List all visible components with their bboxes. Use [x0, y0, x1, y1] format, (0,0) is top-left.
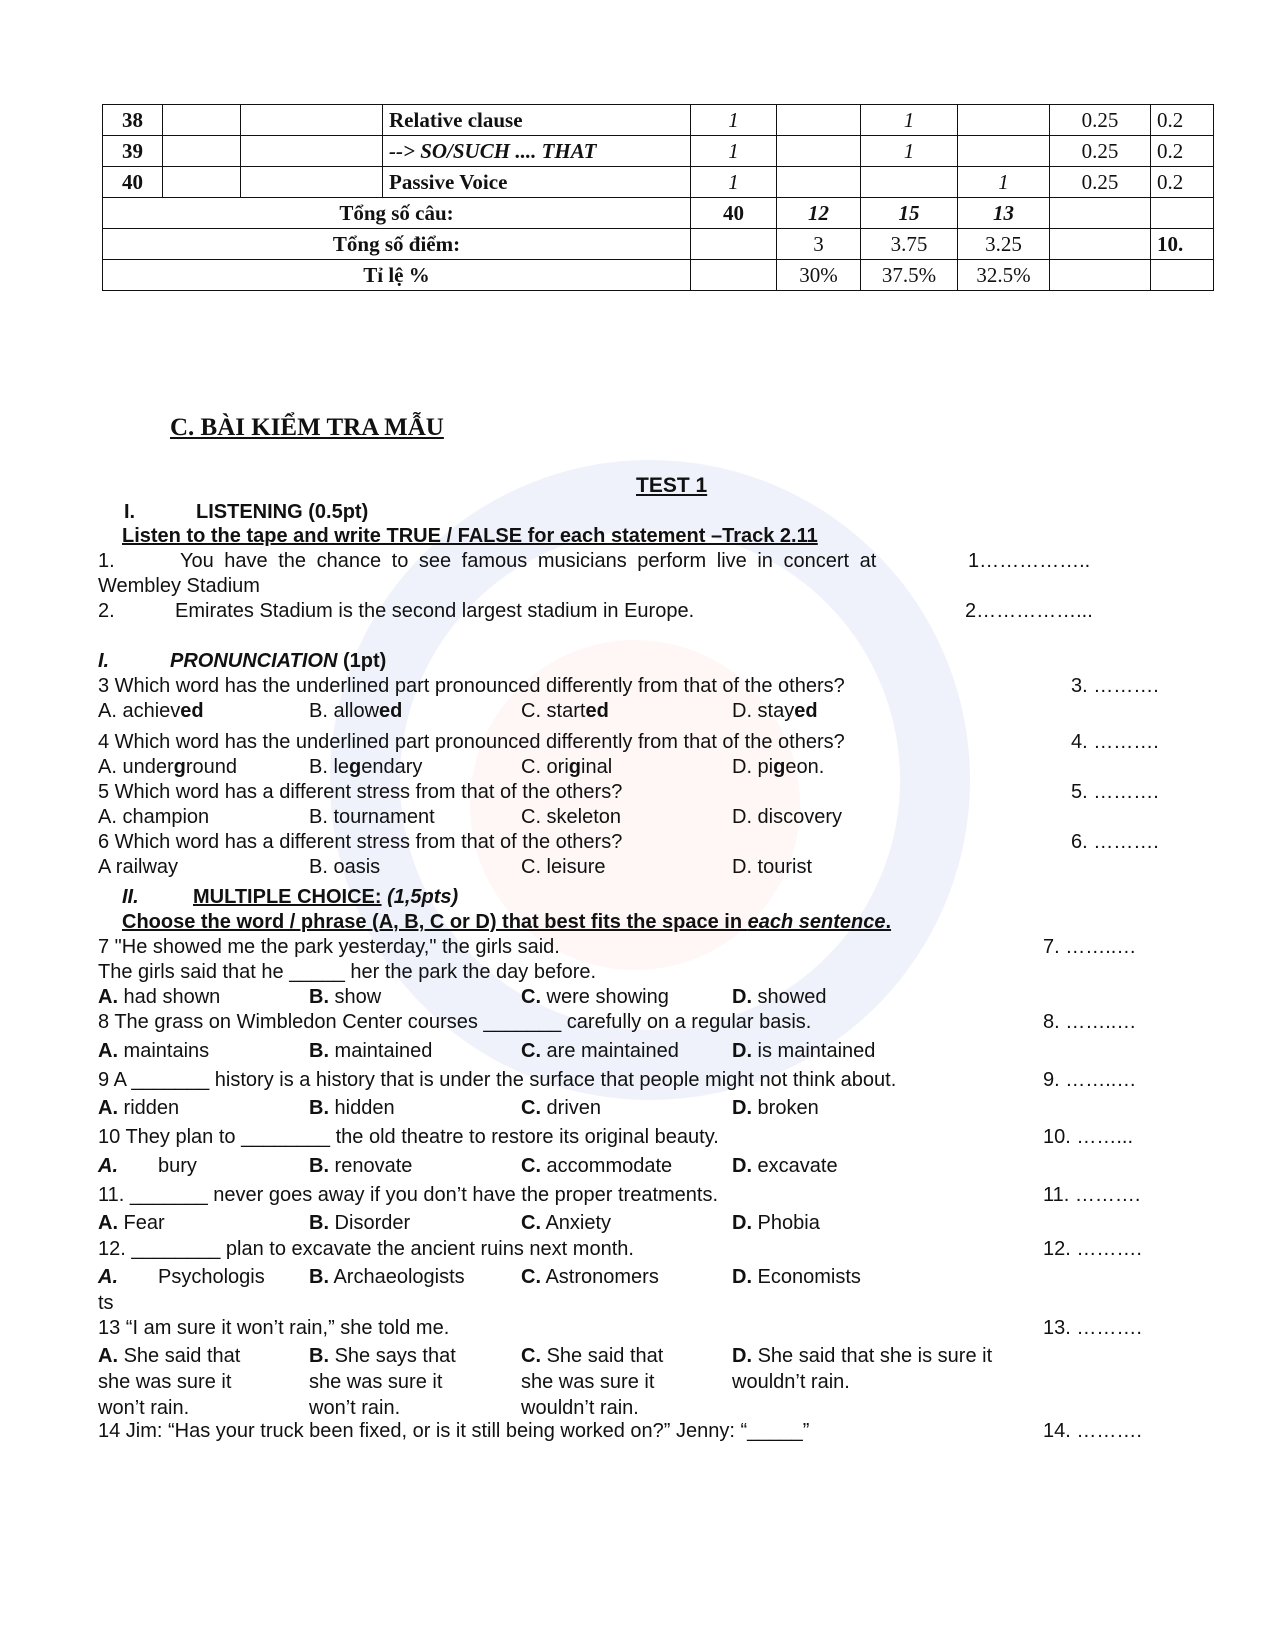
level-cell [958, 105, 1050, 136]
q1-number: 1. [98, 550, 115, 572]
q12-text: 12. ________ plan to excavate the ancient ruins next month. [98, 1238, 634, 1260]
level-cell: 1 [691, 105, 777, 136]
option-d[interactable]: D. She said that she is sure it wouldn’t rain. [732, 1345, 993, 1393]
summary-value-cell: 15 [861, 198, 958, 229]
level-cell: 1 [861, 105, 958, 136]
question-number-cell: 39 [103, 136, 163, 167]
option-b[interactable]: B. allowed [309, 700, 403, 722]
table-row [103, 167, 1214, 198]
level-cell: 1 [691, 167, 777, 198]
option-a[interactable]: A. Fear [98, 1212, 165, 1234]
pronunciation-question-5: 5 Which word has a different stress from that of the others? [98, 781, 623, 803]
pronunciation-question-6: 6 Which word has a different stress from that of the others? [98, 831, 623, 853]
summary-total-cell [691, 260, 777, 291]
empty-cell [163, 105, 241, 136]
q9-text: 9 A _______ history is a history that is under the surface that people might not think about. [98, 1069, 897, 1091]
empty-cell [1050, 260, 1151, 291]
section-title: C. BÀI KIỂM TRA MẪU [170, 414, 444, 441]
q2-number: 2. [98, 600, 115, 622]
option-d[interactable]: D. broken [732, 1097, 819, 1119]
option-a[interactable]: A. achieved [98, 700, 204, 722]
option-b[interactable]: B. tournament [309, 806, 435, 828]
option-c[interactable]: C. She said that she was sure it wouldn’t rain. [521, 1345, 664, 1419]
pronunciation-answer-blank[interactable]: 3. ………. [1071, 675, 1159, 697]
option-a[interactable]: A. She said that she was sure it won’t rain. [98, 1345, 241, 1419]
total-cell: 0.2 [1151, 167, 1214, 198]
empty-cell [1050, 198, 1151, 229]
option-b[interactable]: B. hidden [309, 1097, 395, 1119]
pronunciation-title: PRONUNCIATION [170, 650, 338, 672]
option-b[interactable]: B. legendary [309, 756, 423, 778]
q10-answer-blank[interactable]: 10. ……... [1043, 1126, 1134, 1148]
level-cell [777, 105, 861, 136]
option-c[interactable]: C. started [521, 700, 609, 722]
option-d[interactable]: D. stayed [732, 700, 818, 722]
q13-text: 13 “I am sure it won’t rain,” she told me. [98, 1317, 450, 1339]
mc-instruction [122, 909, 891, 935]
summary-grand-total-cell [1151, 198, 1214, 229]
summary-total-cell: 40 [691, 198, 777, 229]
listening-heading: LISTENING (0.5pt) [196, 501, 369, 523]
summary-label-cell: Tổng số điểm: [103, 229, 691, 260]
mc-heading [193, 884, 458, 910]
q13-answer-blank[interactable]: 13. ………. [1043, 1317, 1142, 1339]
option-b[interactable]: B. Archaeologists [309, 1266, 465, 1288]
test-title: TEST 1 [636, 474, 708, 497]
level-cell [958, 136, 1050, 167]
content-cell: --> SO/SUCH .... THAT [383, 136, 691, 167]
empty-cell [241, 105, 383, 136]
listening-num: I. [124, 501, 136, 523]
option-b[interactable]: B. She says that she was sure it won’t rain. [309, 1345, 456, 1419]
summary-row [103, 198, 1214, 229]
pronunciation-points: (1pt) [342, 650, 387, 672]
q7-text-continued: The girls said that he _____ her the park the day before. [98, 961, 597, 983]
q7-answer-blank[interactable]: 7. ……..… [1043, 936, 1137, 958]
summary-grand-total-cell: 10. [1151, 229, 1214, 260]
score-cell: 0.25 [1050, 167, 1151, 198]
q14-answer-blank[interactable]: 14. ………. [1043, 1420, 1142, 1442]
option-a[interactable]: A. underground [98, 756, 237, 778]
q10-text: 10 They plan to ________ the old theatre to restore its original beauty. [98, 1126, 719, 1148]
q2-text: Emirates Stadium is the second largest stadium in Europe. [175, 600, 695, 622]
option-a[interactable]: A. Psychologis [98, 1266, 265, 1288]
mc-num: II. [122, 886, 139, 908]
summary-grand-total-cell [1151, 260, 1214, 291]
option-d[interactable]: D. is maintained [732, 1040, 876, 1062]
mc-instruction-text: Choose the word / phrase (A, B, C or D) that best fits the space in [122, 911, 748, 933]
summary-value-cell: 3.25 [958, 229, 1050, 260]
summary-value-cell: 30% [777, 260, 861, 291]
listening-instruction: Listen to the tape and write TRUE / FALSE for each statement –Track 2.11 [122, 525, 818, 547]
option-a[interactable]: A. bury [98, 1155, 197, 1177]
content-cell: Passive Voice [383, 167, 691, 198]
question-number-cell: 40 [103, 167, 163, 198]
option-a[interactable]: A. had shown [98, 986, 221, 1008]
summary-value-cell: 12 [777, 198, 861, 229]
score-cell: 0.25 [1050, 105, 1151, 136]
option-a[interactable]: A. ridden [98, 1097, 180, 1119]
summary-total-cell [691, 229, 777, 260]
option-c[interactable]: C. Anxiety [521, 1212, 612, 1234]
summary-value-cell: 3 [777, 229, 861, 260]
empty-cell [163, 167, 241, 198]
total-cell: 0.2 [1151, 136, 1214, 167]
summary-value-cell: 32.5% [958, 260, 1050, 291]
option-a[interactable]: A railway [98, 856, 179, 878]
option-c[interactable]: C. driven [521, 1097, 602, 1119]
level-cell: 1 [691, 136, 777, 167]
option-c[interactable]: C. are maintained [521, 1040, 679, 1062]
q7-text: 7 "He showed me the park yesterday," the girls said. [98, 936, 560, 958]
option-c[interactable]: C. Astronomers [521, 1266, 659, 1288]
pronunciation-question-4: 4 Which word has the underlined part pronounced differently from that of the others? [98, 731, 845, 753]
level-cell: 1 [861, 136, 958, 167]
q8-answer-blank[interactable]: 8. ……..… [1043, 1011, 1137, 1033]
q12-option-a-wrap: ts [98, 1292, 114, 1314]
q12-answer-blank[interactable]: 12. ………. [1043, 1238, 1142, 1260]
summary-row [103, 260, 1214, 291]
mc-points: (1,5pts) [387, 886, 459, 908]
q11-answer-blank[interactable]: 11. ………. [1043, 1184, 1141, 1206]
table-row [103, 136, 1214, 167]
option-d[interactable]: D. excavate [732, 1155, 838, 1177]
score-cell: 0.25 [1050, 136, 1151, 167]
level-cell [861, 167, 958, 198]
empty-cell [241, 136, 383, 167]
empty-cell [163, 136, 241, 167]
option-c[interactable]: C. skeleton [521, 806, 622, 828]
option-d[interactable]: D. discovery [732, 806, 843, 828]
pronunciation-num: I. [98, 650, 110, 672]
empty-cell [1050, 229, 1151, 260]
summary-row [103, 229, 1214, 260]
q1-text-continued: Wembley Stadium [98, 575, 260, 597]
pronunciation-answer-blank[interactable]: 5. ………. [1071, 781, 1159, 803]
option-a[interactable]: A. maintains [98, 1040, 210, 1062]
option-a[interactable]: A. champion [98, 806, 210, 828]
question-number-cell: 38 [103, 105, 163, 136]
pronunciation-question-3: 3 Which word has the underlined part pronounced differently from that of the others? [98, 675, 845, 697]
option-c[interactable]: C. leisure [521, 856, 606, 878]
q11-text: 11. _______ never goes away if you don’t have the proper treatments. [98, 1184, 719, 1206]
option-c[interactable]: C. original [521, 756, 613, 778]
empty-cell [241, 167, 383, 198]
q9-answer-blank[interactable]: 9. ……..… [1043, 1069, 1137, 1091]
option-b[interactable]: B. renovate [309, 1155, 413, 1177]
option-d[interactable]: D. pigeon. [732, 756, 825, 778]
level-cell [777, 167, 861, 198]
table-row [103, 105, 1214, 136]
content-cell: Relative clause [383, 105, 691, 136]
q14-text: 14 Jim: “Has your truck been fixed, or is it still being worked on?” Jenny: “_____” [98, 1420, 810, 1442]
option-b[interactable]: B. maintained [309, 1040, 433, 1062]
option-d[interactable]: D. Phobia [732, 1212, 820, 1234]
summary-label-cell: Tổng số câu: [103, 198, 691, 229]
option-c[interactable]: C. accommodate [521, 1155, 673, 1177]
option-b[interactable]: B. oasis [309, 856, 381, 878]
pronunciation-heading [170, 648, 386, 674]
q2-answer-blank[interactable]: 2……………... [965, 600, 1093, 622]
option-b[interactable]: B. show [309, 986, 382, 1008]
total-cell: 0.2 [1151, 105, 1214, 136]
summary-value-cell: 37.5% [861, 260, 958, 291]
summary-value-cell: 3.75 [861, 229, 958, 260]
q1-answer-blank[interactable]: 1…………….. [968, 550, 1091, 572]
summary-value-cell: 13 [958, 198, 1050, 229]
option-d[interactable]: D. showed [732, 986, 827, 1008]
option-d[interactable]: D. Economists [732, 1266, 861, 1288]
pronunciation-answer-blank[interactable]: 6. ………. [1071, 831, 1159, 853]
pronunciation-answer-blank[interactable]: 4. ………. [1071, 731, 1159, 753]
mc-instruction-emphasis: each sentence [747, 911, 886, 933]
mc-title: MULTIPLE CHOICE: [193, 886, 382, 908]
summary-label-cell: Tỉ lệ % [103, 260, 691, 291]
option-c[interactable]: C. were showing [521, 986, 669, 1008]
option-b[interactable]: B. Disorder [309, 1212, 411, 1234]
mc-instruction-end: . [885, 911, 892, 933]
score-matrix-table [102, 104, 1214, 291]
level-cell [777, 136, 861, 167]
level-cell: 1 [958, 167, 1050, 198]
q8-text: 8 The grass on Wimbledon Center courses _______ carefully on a regular basis. [98, 1011, 812, 1033]
q1-text: You have the chance to see famous musicians perform live in concert at [180, 550, 877, 572]
option-d[interactable]: D. tourist [732, 856, 813, 878]
